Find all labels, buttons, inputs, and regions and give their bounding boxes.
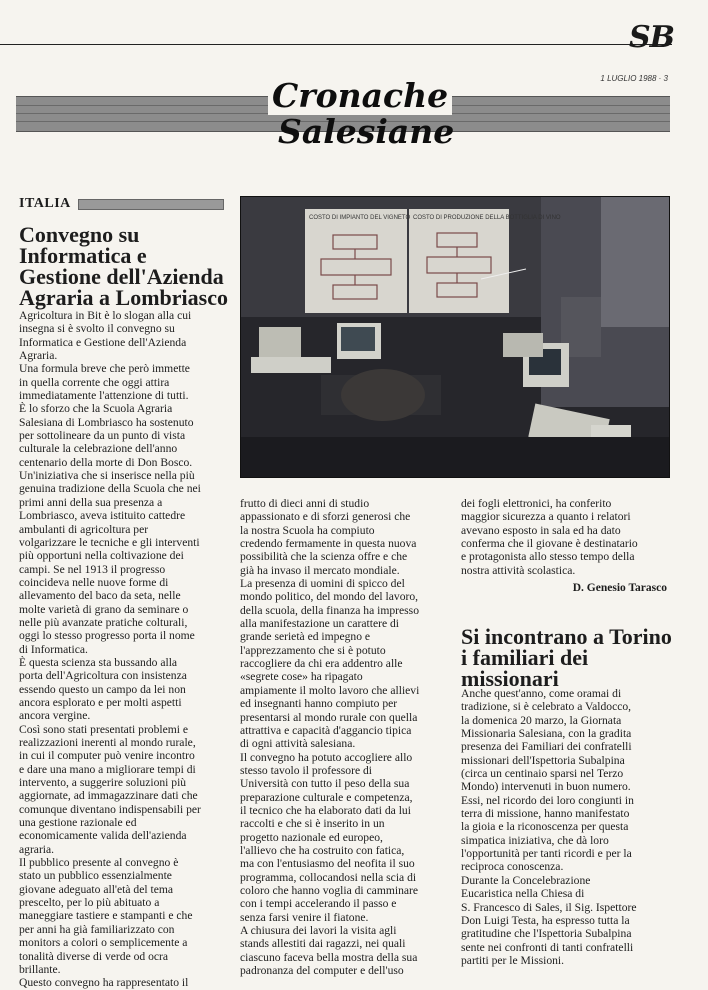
article1-column-1: Agricoltura in Bit è lo slogan alla cui insegna si è svolto il convegno su Informatica e Gestione dell'Azienda Agraria. Una formula breve che però immette in quella corrente che oggi attira immediatamente l'attenzione di tutti. È lo sforzo che la Scuola Agraria Salesiana di Lombriasco ha sostenuto per sottolineare da un punto di vista culturale la celebrazione dell'anno centenario della morte di Don Bosco. Un'iniziativa che si inserisce nella più genuina tradizione della Scuola che nei primi anni della sua presenza a Lombriasco, aveva istituito cattedre ambulanti di agricoltura per volgarizzare le tecniche e gli interventi più opportuni nella coltivazione dei campi. Se nel 1913 il progresso coincideva nelle nuove forme di allevamento del baco da seta, nelle molte varietà di grano da seminare o nelle più avanzate pratiche colturali, oggi lo stesso progresso porta il nome di Informatica. È questa scienza sta bussando alla porta dell'Agricoltura con insistenza essendo questo un campo da lei non ancora esplorato e per molti aspetti ancora vergine. Così sono stati presentati problemi e realizzazioni inerenti al mondo rurale, in cui il computer può venire incontro e dare una mano a migliorare tempi di intervento, a suggerire soluzioni più aggiornate, ad immagazzinare dati che comunque diventano indispensabili per una gestione razionale ed economicamente valida dell'azienda agraria. Il pubblico presente al convegno è stato un pubblico essenzialmente giovane adeguato all'età del tema prescelto, per lo più abituato a maneggiare tastiere e stampanti e che per anni ha già familiarizzato con monitors a colori o semplicemente a tonalità diverse di verde od ocra brillante. Questo convegno ha rappresentato il [19,309,201,990]
section-bar [78,199,224,210]
photo-illustration [241,197,669,477]
section-label: ITALIA [19,196,71,211]
article2-headline [461,624,681,691]
header-rule [0,44,672,45]
masthead-line-2: Salesiane [278,112,455,151]
article1-column-3: dei fogli elettronici, ha conferito maggior sicurezza a quanto i relatori avevano esposto in sala ed ha dato conferma che il giovane è destinatario e protagonista allo stesso tempo della nostra attività scolastica. [461,497,638,577]
board-right-caption-line-1: COSTO DI PRODUZIONE DELLA BOTTIGLIA DI VINO [413,215,561,221]
article1-headline [19,222,229,310]
article1-signature: D. Genesio Tarasco [572,582,667,594]
article1-column-2: frutto di dieci anni di studio appassionato e di sforzi generosi che la nostra Scuola ha compiuto credendo fermamente in questa nuova possibilità che la scienza offre e che già ha invaso il mercato mondiale. La presenza di uomini di spicco del mondo politico, del mondo del lavoro, della scuola, della finanza ha impresso alla manifestazione un carattere di grande serietà ed impegno e l'apprezzamento che si è potuto raccogliere da chi era addentro alle «segrete cose» ha ripagato ampiamente il molto lavoro che allievi ed insegnanti hanno compiuto per presentarsi al mondo rurale con quella attrattiva e capacità d'aggancio tipica di ogni attività salesiana. Il convegno ha potuto accogliere allo stesso tavolo il professore di Università con tutto il peso della sua preparazione culturale e competenza, il tecnico che ha elaborato dati da lui raccolti e che si è inserito in un progetto nazionale ed europeo, l'allievo che ha costruito con fatica, ma con l'entusiasmo del neofita il suo programma, collocandosi nella scia di coloro che hanno voglia di camminare con i tempi accelerando il passo e senza farsi venire il fiatone. A chiusura dei lavori la visita agli stands allestiti dai ragazzi, nei quali ciascuno faceva bella mostra della sua padronanza del computer e dell'uso [240,497,420,978]
article1-photo [240,196,670,478]
issue-date-page: 1 LUGLIO 1988 · 3 [600,74,668,83]
board-left-caption-line-1: COSTO DI IMPIANTO DEL VIGNETO [309,215,411,221]
board-left [305,209,407,313]
article2-headline-text: Si incontrano a Torino i familiari dei missionari [461,624,672,691]
sb-logo: SB [628,20,674,55]
masthead-title [256,72,476,168]
article1-headline-text: Convegno su Informatica e Gestione dell'Azienda Agraria a Lombriasco [19,222,228,310]
article2-body: Anche quest'anno, come oramai di tradizione, si è celebrato a Valdocco, la domenica 20 marzo, la Giornata Missionaria Salesiana, con la gradita presenza dei Familiari dei confratelli missionari dell'Ispettoria Subalpina (circa un centinaio sparsi nel Terzo Mondo) intervenuti in buon numero. Essi, nel ricordo dei loro congiunti in terra di missione, hanno manifestato la gioia e la riconoscenza per questa simpatica iniziativa, che dà loro l'opportunità per tanti ricordi e per la reciproca conoscenza. Durante la Concelebrazione Eucaristica nella Chiesa di S. Francesco di Sales, il Sig. Ispettore Don Luigi Testa, ha espresso tutta la gratitudine che l'Ispettoria Subalpina sente nei confronti di tanti confratelli partiti per le Missioni. [461,687,637,967]
masthead-line-1: Cronache [268,76,452,115]
